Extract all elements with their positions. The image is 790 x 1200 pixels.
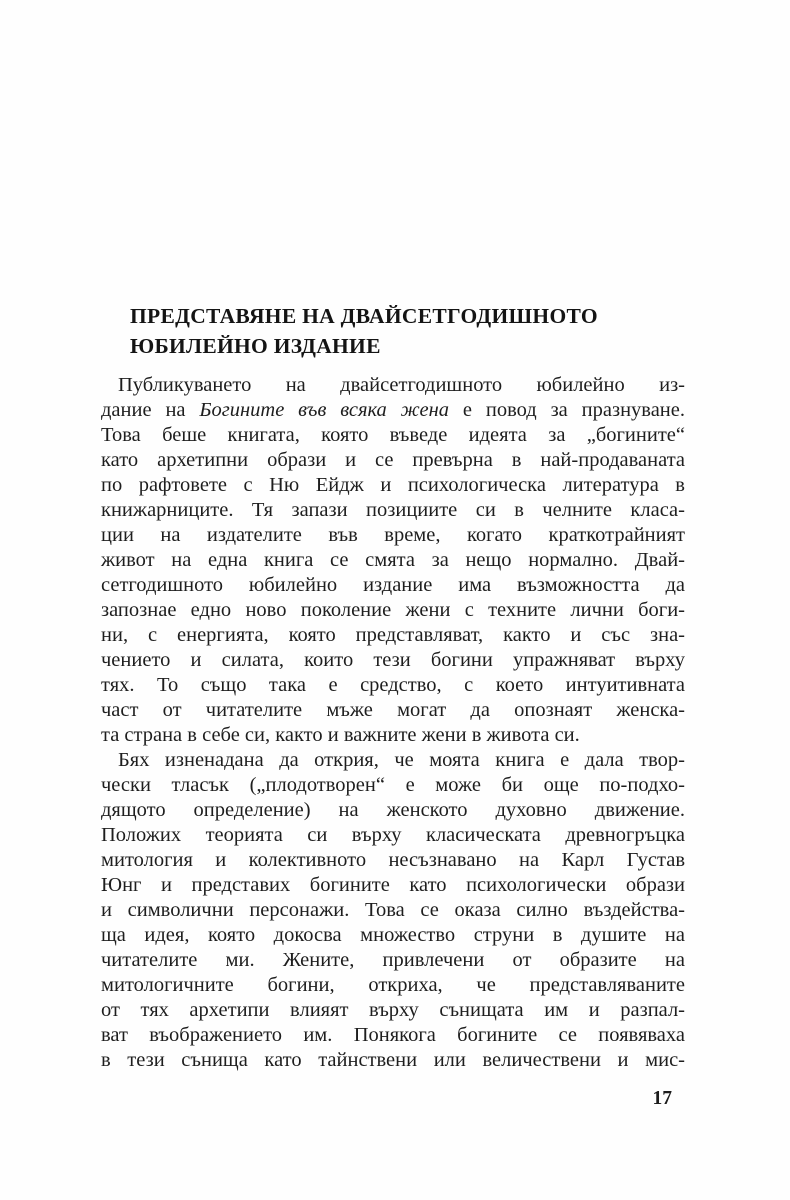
text-line bbox=[101, 448, 685, 473]
text-line bbox=[101, 773, 685, 798]
text-segment: дание на bbox=[101, 399, 200, 421]
chapter-heading bbox=[130, 301, 598, 361]
text-line bbox=[101, 623, 685, 648]
text-line bbox=[101, 423, 685, 448]
text-segment: запознае едно ново поколение жени с техните лични боги- bbox=[101, 599, 685, 621]
text-line bbox=[101, 573, 685, 598]
book-title-italic: Богините във всяка жена bbox=[199, 399, 449, 421]
text-segment: чението и силата, които тези богини упражняват върху bbox=[101, 649, 685, 671]
text-line bbox=[101, 1023, 685, 1048]
text-segment: от тях архетипи влияят върху сънищата им и разпал- bbox=[101, 999, 685, 1021]
text-line bbox=[101, 648, 685, 673]
text-segment: дящото определение) на женското духовно движение. bbox=[101, 799, 685, 821]
page-number: 17 bbox=[652, 1088, 672, 1109]
text-segment: като архетипни образи и се превърна в най-продаваната bbox=[101, 449, 685, 471]
text-line bbox=[101, 548, 685, 573]
text-line bbox=[101, 1048, 685, 1073]
body-text bbox=[101, 373, 685, 1073]
text-segment: Това беше книгата, която въведе идеята за „богините“ bbox=[101, 424, 685, 446]
heading-line: ЮБИЛЕЙНО ИЗДАНИЕ bbox=[130, 334, 381, 358]
text-segment: митология и колективното несъзнавано на Карл Густав bbox=[101, 849, 685, 871]
text-line bbox=[101, 948, 685, 973]
text-line bbox=[101, 723, 685, 748]
text-segment: книжарниците. Тя запази позициите си в челните класа- bbox=[101, 499, 685, 521]
text-segment: в тези сънища като тайнствени или величествени и мис- bbox=[101, 1049, 685, 1071]
text-segment: част от читателите мъже могат да опознаят женска- bbox=[101, 699, 685, 721]
text-segment: ции на издателите във време, когато краткотрайният bbox=[101, 524, 685, 546]
text-segment: и символични персонажи. Това се оказа силно въздейства- bbox=[101, 899, 685, 921]
text-segment: ват въображението им. Понякога богините се появяваха bbox=[101, 1024, 685, 1046]
text-line bbox=[101, 523, 685, 548]
text-segment: митологичните богини, откриха, че представляваните bbox=[101, 974, 685, 996]
text-segment: тях. То също така е средство, с което интуитивната bbox=[101, 674, 685, 696]
text-segment: Положих теорията си върху класическата древногръцка bbox=[101, 824, 685, 846]
text-segment: живот на една книга се смята за нещо нормално. Двай- bbox=[101, 549, 685, 571]
paragraph bbox=[101, 373, 685, 748]
text-line bbox=[101, 798, 685, 823]
text-segment: е повод за празнуване. bbox=[449, 399, 685, 421]
text-line bbox=[101, 923, 685, 948]
text-segment: та страна в себе си, както и важните жени в живота си. bbox=[101, 724, 580, 746]
text-line bbox=[101, 598, 685, 623]
text-line bbox=[101, 398, 685, 423]
text-line bbox=[101, 998, 685, 1023]
text-segment: по рафтовете с Ню Ейдж и психологическа литература в bbox=[101, 474, 685, 496]
text-line bbox=[101, 498, 685, 523]
text-line bbox=[101, 698, 685, 723]
text-segment: сетгодишното юбилейно издание има възможността да bbox=[101, 574, 685, 596]
heading-line: ПРЕДСТАВЯНЕ НА ДВАЙСЕТГОДИШНОТО bbox=[130, 304, 598, 328]
text-segment: Юнг и представих богините като психологически образи bbox=[101, 874, 685, 896]
text-line bbox=[101, 873, 685, 898]
text-segment: ща идея, която докосва множество струни в душите на bbox=[101, 924, 685, 946]
text-line bbox=[101, 823, 685, 848]
text-line bbox=[101, 973, 685, 998]
text-line bbox=[101, 848, 685, 873]
text-line bbox=[101, 473, 685, 498]
text-line bbox=[101, 898, 685, 923]
text-segment: Публикуването на двайсетгодишното юбилейно из- bbox=[118, 374, 685, 396]
text-segment: читателите ми. Жените, привлечени от образите на bbox=[101, 949, 685, 971]
text-segment: чески тласък („плодотворен“ е може би още по-подхо- bbox=[101, 774, 685, 796]
paragraph bbox=[101, 748, 685, 1073]
text-segment: Бях изненадана да открия, че моята книга е дала твор- bbox=[118, 749, 685, 771]
text-line bbox=[101, 748, 685, 773]
text-segment: ни, с енергията, която представляват, както и със зна- bbox=[101, 624, 685, 646]
text-line bbox=[101, 373, 685, 398]
text-line bbox=[101, 673, 685, 698]
